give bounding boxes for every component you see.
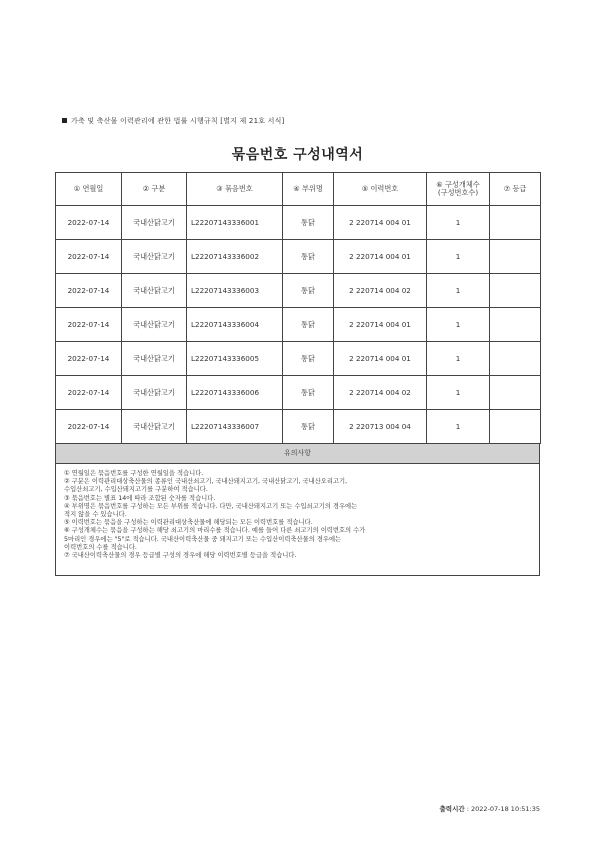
table-row [56,308,541,342]
note-item: ⑤ 이력번호는 묶음을 구성하는 이력관리대상축산물에 해당되는 모든 이력번호를 적습니다. [64,519,313,527]
form-reference [62,116,284,126]
cell-grade [490,240,541,274]
notes-header: 유의사항 [55,444,540,464]
cell-count: 1 [427,240,490,274]
note-item: ③ 묶음번호는 별표 14에 따라 조합된 숫자를 적습니다. [64,494,216,502]
header-date: ① 연월일 [56,173,122,206]
cell-count: 1 [427,274,490,308]
header-count-line2: (구성번호수) [437,188,479,197]
note-item: ⑥ 구성개체수는 묶음을 구성하는 해당 쇠고기의 마리수를 적습니다. 예를 들어 다른 쇠고기의 이력번호의 수가 5마리인 경우에는 "5"로 적습니다. 국내산이력축산물 중 돼지고기 또는 수입산이력축산물의 경우에는 이력번호의 수를 적습니다. [64,527,366,551]
cell-grade [490,410,541,444]
cell-date: 2022-07-14 [56,240,122,274]
cell-date: 2022-07-14 [56,274,122,308]
cell-part: 통닭 [283,206,334,240]
notes-box [55,464,540,576]
table-row [56,274,541,308]
form-reference-text: 가축 및 축산물 이력관리에 관한 법률 시행규칙 [별지 제 21호 서식] [71,117,285,125]
cell-count: 1 [427,342,490,376]
header-part-name: ④ 부위명 [283,173,334,206]
cell-trace-number: 2 220714 004 01 [334,308,427,342]
cell-grade [490,308,541,342]
header-grade: ⑦ 등급 [490,173,541,206]
cell-trace-number: 2 220714 004 01 [334,206,427,240]
cell-type: 국내산닭고기 [122,410,187,444]
cell-part: 통닭 [283,410,334,444]
header-bundle-number: ③ 묶음번호 [187,173,283,206]
note-item: ② 구분은 이력관리대상축산물의 종류인 국내산쇠고기, 국내산돼지고기, 국내산닭고기, 국내산오리고기, 수입산쇠고기, 수입산돼지고기를 구분하여 적습니다. [64,478,348,494]
cell-grade [490,376,541,410]
print-time-label: 출력시간 [439,805,465,813]
cell-bundle-number: L22207143336003 [187,274,283,308]
cell-grade [490,206,541,240]
table-header-row [56,173,541,206]
cell-type: 국내산닭고기 [122,274,187,308]
cell-bundle-number: L22207143336001 [187,206,283,240]
cell-trace-number: 2 220714 004 02 [334,376,427,410]
cell-type: 국내산닭고기 [122,206,187,240]
cell-date: 2022-07-14 [56,308,122,342]
table-row [56,410,541,444]
cell-type: 국내산닭고기 [122,240,187,274]
cell-count: 1 [427,376,490,410]
bundle-composition-table [55,172,541,444]
cell-part: 통닭 [283,308,334,342]
note-item: ⑦ 국내산이력축산물의 경우 등급별 구성의 경우에 해당 이력번호별 등급을 적습니다. [64,552,297,560]
square-bullet-icon [62,118,67,123]
cell-type: 국내산닭고기 [122,308,187,342]
table-row [56,342,541,376]
cell-count: 1 [427,308,490,342]
cell-bundle-number: L22207143336005 [187,342,283,376]
cell-part: 통닭 [283,376,334,410]
cell-part: 통닭 [283,342,334,376]
cell-bundle-number: L22207143336004 [187,308,283,342]
cell-bundle-number: L22207143336006 [187,376,283,410]
print-timestamp [440,804,540,813]
cell-date: 2022-07-14 [56,410,122,444]
page-title: 묶음번호 구성내역서 [231,147,364,163]
cell-bundle-number: L22207143336007 [187,410,283,444]
cell-type: 국내산닭고기 [122,342,187,376]
cell-grade [490,274,541,308]
note-item: ① 연월일은 묶음번호를 구성한 연월일을 적습니다. [64,470,204,477]
cell-trace-number: 2 220714 004 01 [334,240,427,274]
cell-date: 2022-07-14 [56,342,122,376]
header-trace-number: ⑤ 이력번호 [334,173,427,206]
cell-bundle-number: L22207143336002 [187,240,283,274]
cell-type: 국내산닭고기 [122,376,187,410]
cell-date: 2022-07-14 [56,206,122,240]
cell-trace-number: 2 220714 004 02 [334,274,427,308]
print-time-value: : 2022-07-18 10:51:35 [464,805,540,813]
header-type: ② 구분 [122,173,187,206]
header-count [427,173,490,206]
cell-part: 통닭 [283,274,334,308]
cell-date: 2022-07-14 [56,376,122,410]
table-row [56,376,541,410]
cell-trace-number: 2 220713 004 04 [334,410,427,444]
cell-count: 1 [427,410,490,444]
header-count-line1: ⑥ 구성개체수 [436,180,480,189]
table-row [56,206,541,240]
cell-count: 1 [427,206,490,240]
table-row [56,240,541,274]
cell-grade [490,342,541,376]
note-item: ④ 부위명은 묶음번호를 구성하는 모든 부위를 적습니다. 다만, 국내산돼지고기 또는 수입쇠고기의 경우에는 적지 않을 수 있습니다. [64,502,358,519]
cell-part: 통닭 [283,240,334,274]
cell-trace-number: 2 220714 004 01 [334,342,427,376]
